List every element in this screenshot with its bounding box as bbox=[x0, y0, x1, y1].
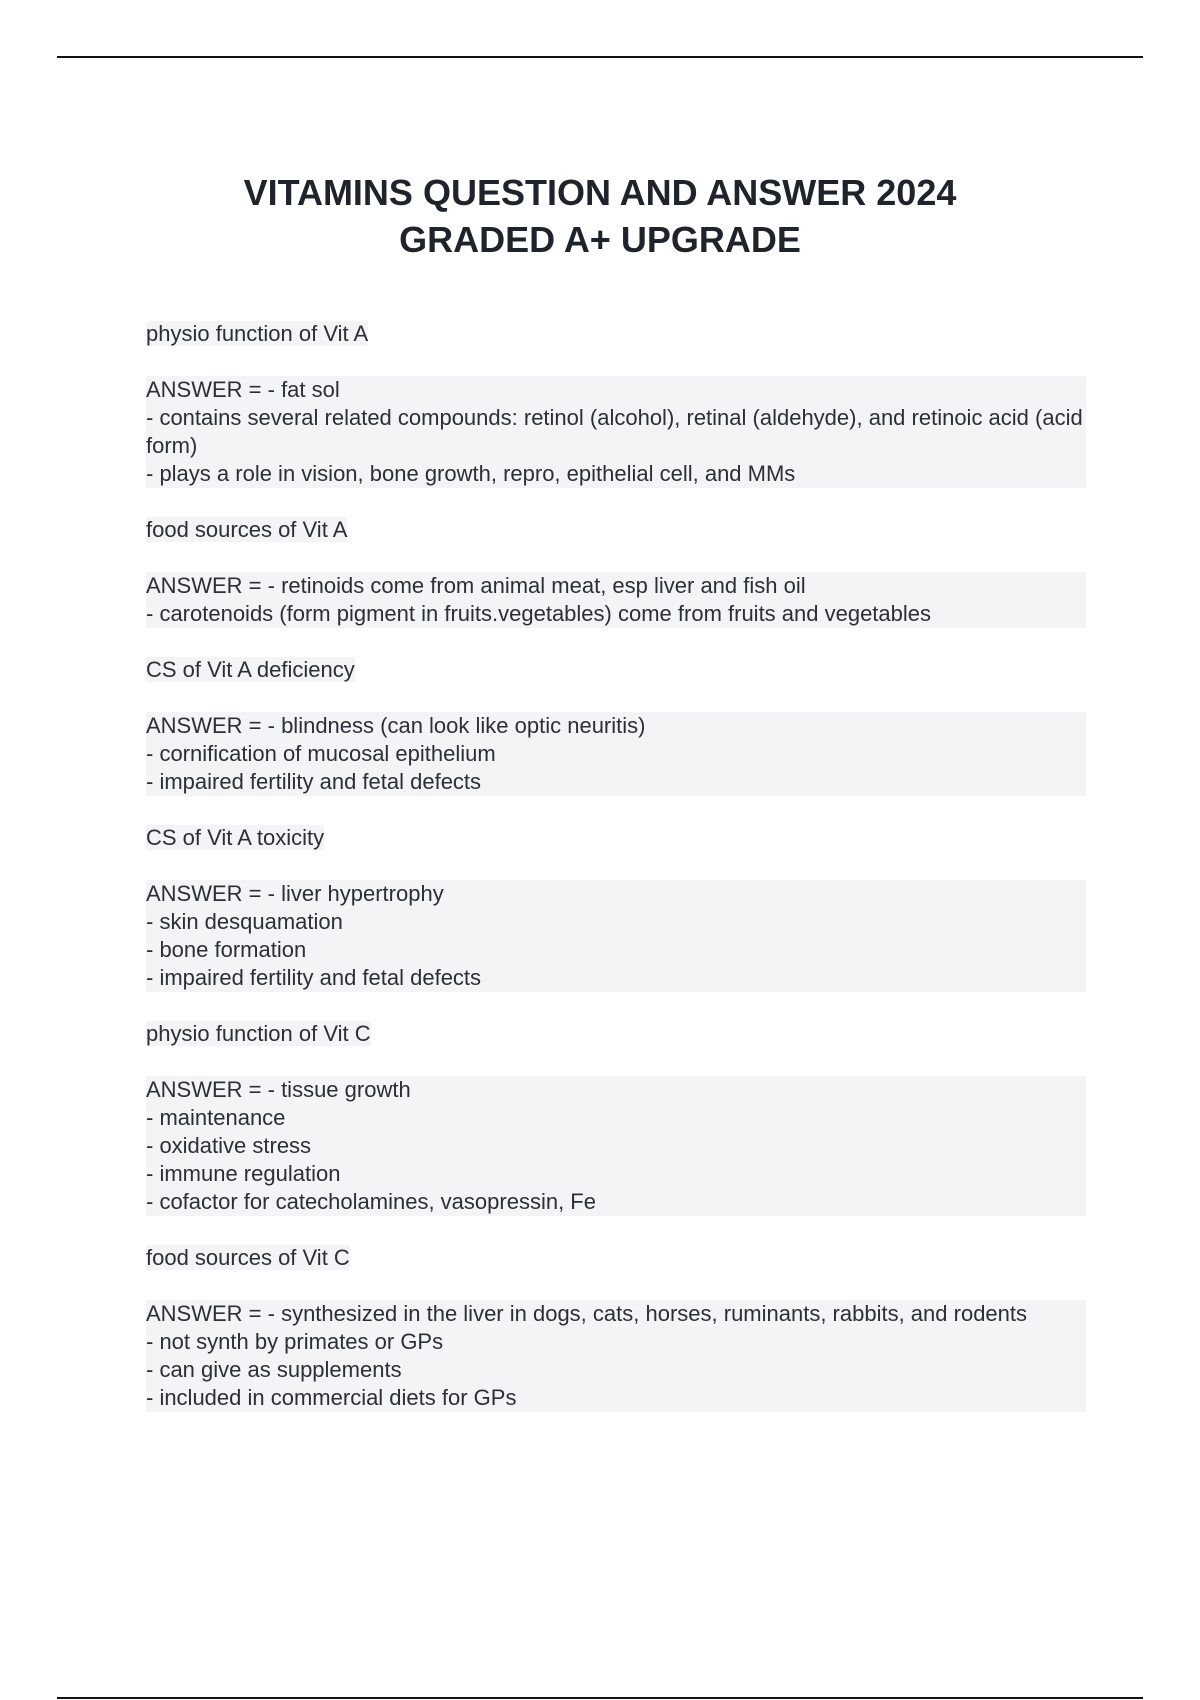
answer-line: - maintenance bbox=[146, 1104, 1086, 1132]
answer bbox=[146, 1300, 1086, 1412]
answer-line: ANSWER = - synthesized in the liver in dogs, cats, horses, ruminants, rabbits, and rodents bbox=[146, 1300, 1086, 1328]
answer-line: ANSWER = - tissue growth bbox=[146, 1076, 1086, 1104]
answer-line: - plays a role in vision, bone growth, repro, epithelial cell, and MMs bbox=[146, 460, 1086, 488]
answer-line: - bone formation bbox=[146, 936, 1086, 964]
answer-line: - cornification of mucosal epithelium bbox=[146, 740, 1086, 768]
answer-line: - impaired fertility and fetal defects bbox=[146, 964, 1086, 992]
answer-line: - impaired fertility and fetal defects bbox=[146, 768, 1086, 796]
question: physio function of Vit C bbox=[146, 1021, 371, 1046]
answer bbox=[146, 880, 1086, 992]
answer-line: - included in commercial diets for GPs bbox=[146, 1384, 1086, 1412]
answer-line: ANSWER = - retinoids come from animal meat, esp liver and fish oil bbox=[146, 572, 1086, 600]
answer-line: - oxidative stress bbox=[146, 1132, 1086, 1160]
question: physio function of Vit A bbox=[146, 321, 369, 346]
answer-line: - contains several related compounds: retinol (alcohol), retinal (aldehyde), and retinoic acid (acid form) bbox=[146, 404, 1086, 460]
answer-line: - not synth by primates or GPs bbox=[146, 1328, 1086, 1356]
document-title bbox=[0, 169, 1200, 263]
answer-line: - cofactor for catecholamines, vasopressin, Fe bbox=[146, 1188, 1086, 1216]
answer bbox=[146, 1076, 1086, 1216]
answer-line: - skin desquamation bbox=[146, 908, 1086, 936]
answer bbox=[146, 376, 1086, 488]
question: food sources of Vit C bbox=[146, 1245, 350, 1270]
question: food sources of Vit A bbox=[146, 517, 348, 542]
question: CS of Vit A toxicity bbox=[146, 825, 325, 850]
answer-line: ANSWER = - fat sol bbox=[146, 376, 1086, 404]
top-rule bbox=[57, 56, 1143, 58]
answer bbox=[146, 572, 1086, 628]
question: CS of Vit A deficiency bbox=[146, 657, 355, 682]
answer-line: ANSWER = - blindness (can look like optic neuritis) bbox=[146, 712, 1086, 740]
title-line-1: VITAMINS QUESTION AND ANSWER 2024 bbox=[243, 172, 957, 214]
answer-line: ANSWER = - liver hypertrophy bbox=[146, 880, 1086, 908]
qa-content bbox=[146, 320, 1086, 1440]
bottom-rule bbox=[57, 1697, 1143, 1699]
title-line-2: GRADED A+ UPGRADE bbox=[399, 219, 801, 261]
answer bbox=[146, 712, 1086, 796]
answer-line: - can give as supplements bbox=[146, 1356, 1086, 1384]
answer-line: - carotenoids (form pigment in fruits.vegetables) come from fruits and vegetables bbox=[146, 600, 1086, 628]
answer-line: - immune regulation bbox=[146, 1160, 1086, 1188]
